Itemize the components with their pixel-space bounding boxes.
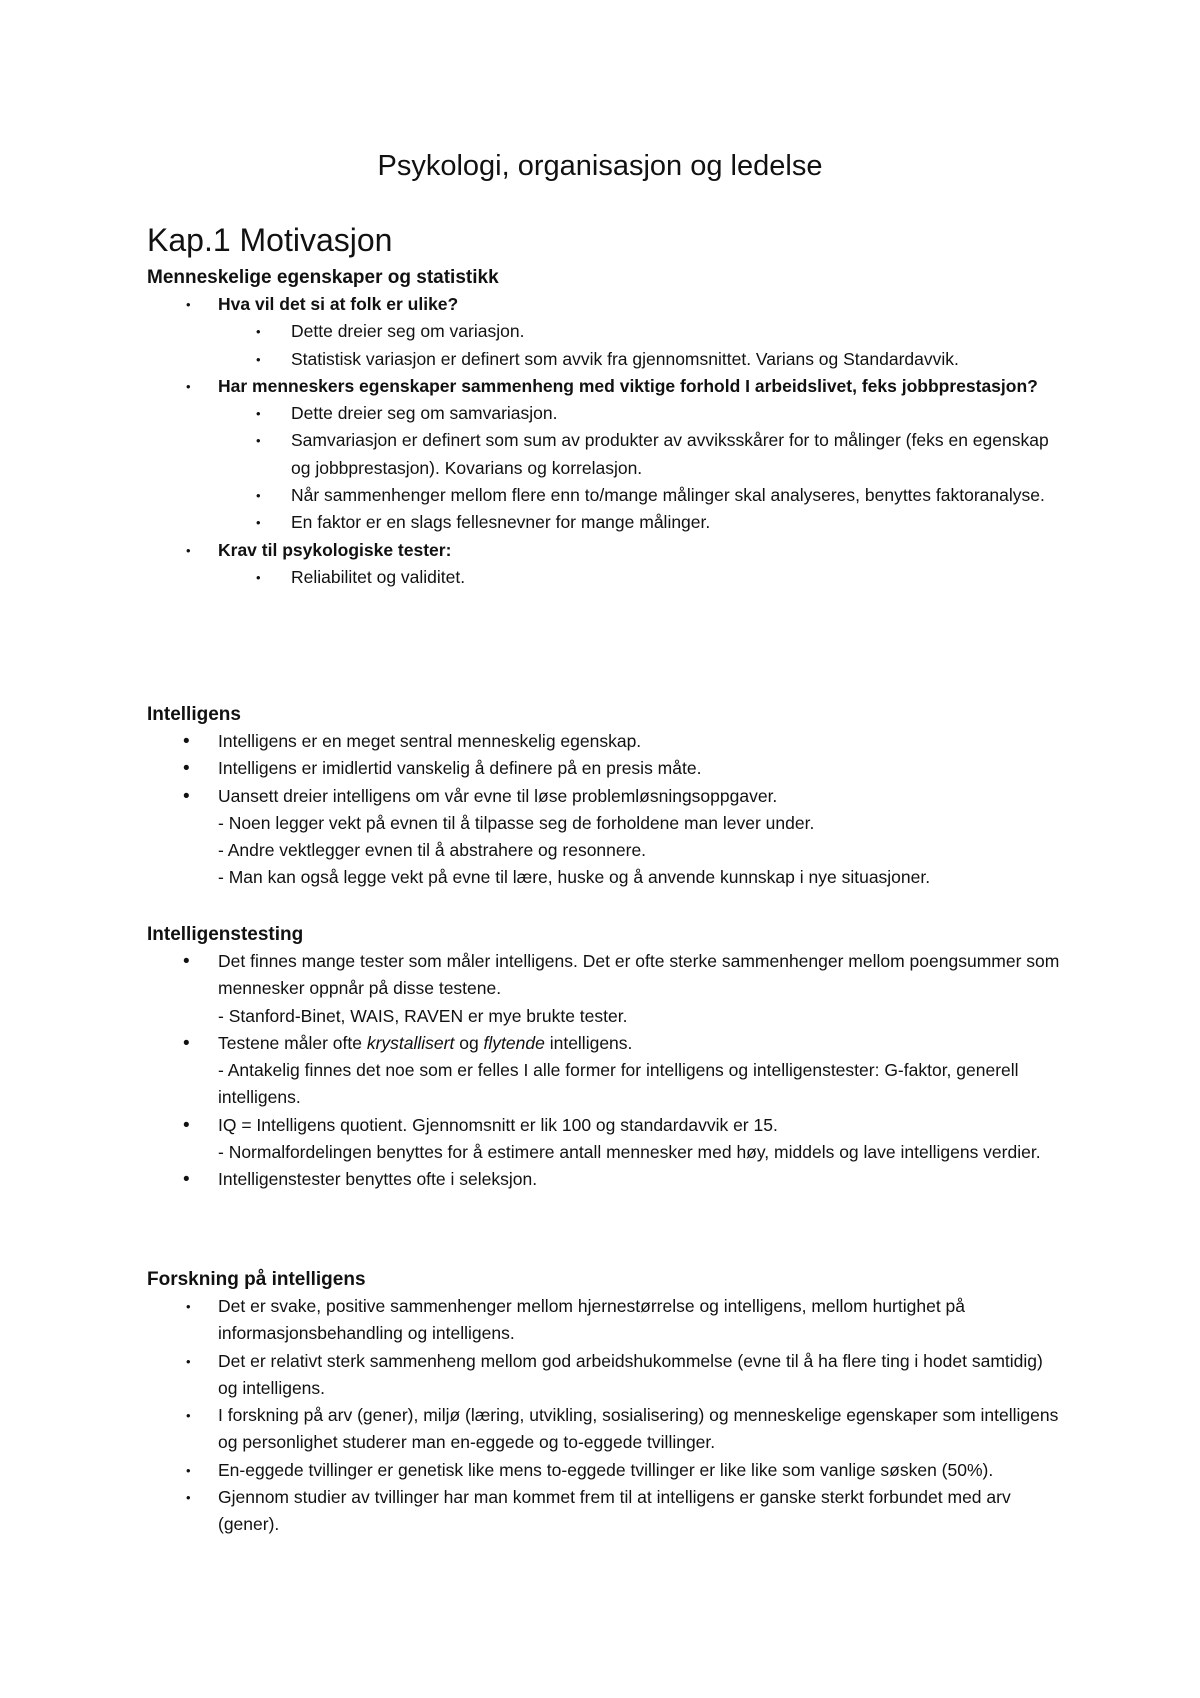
list-item: • IQ = Intelligens quotient. Gjennomsnitt er lik 100 og standardavvik er 15. - Normalfordelingen benyttes for å estimere antall mennesker med høy, middels og lave intelligens verdier. bbox=[147, 1112, 1067, 1167]
bullet-icon: • bbox=[186, 1408, 191, 1424]
section-heading: Intelligenstesting bbox=[147, 924, 304, 945]
bullet-list bbox=[147, 1293, 1067, 1539]
section-intelligence bbox=[147, 701, 1067, 892]
bullet-icon: • bbox=[256, 324, 261, 340]
section-heading: Forskning på intelligens bbox=[147, 1269, 366, 1290]
sub-bullet-list bbox=[147, 564, 1067, 591]
bullet-list bbox=[147, 537, 1067, 564]
section-heading: Intelligens bbox=[147, 704, 241, 725]
list-item: • Uansett dreier intelligens om vår evne til løse problemløsningsoppgaver. - Noen legger vekt på evnen til å tilpasse seg de forholdene man lever under. - Andre vektlegger evnen til å abstrahere og resonnere. - Man kan også legge vekt på evne til lære, huske og å anvende kunnskap i nye situasjoner. bbox=[147, 783, 1067, 892]
bullet-list bbox=[147, 948, 1067, 1194]
sub-bullet-list bbox=[147, 400, 1067, 536]
bullet-list bbox=[147, 728, 1067, 892]
bullet-icon: • bbox=[256, 406, 261, 422]
list-item: • Gjennom studier av tvillinger har man kommet frem til at intelligens er ganske sterkt forbundet med arv (gener). bbox=[147, 1484, 1067, 1539]
list-item: • Intelligens er en meget sentral menneskelig egenskap. bbox=[147, 728, 1067, 755]
bullet-list bbox=[147, 373, 1067, 400]
bullet-icon: • bbox=[186, 1490, 191, 1506]
chapter-heading: Kap.1 Motivasjon bbox=[147, 222, 393, 258]
list-item: • Testene måler ofte krystallisert og flytende intelligens. - Antakelig finnes det noe som er felles I alle former for intelligens og intelligenstester: G-faktor, generell intelligens. bbox=[147, 1030, 1067, 1112]
list-item: • Hva vil det si at folk er ulike? bbox=[147, 291, 1067, 318]
bullet-icon: • bbox=[183, 1114, 190, 1136]
bullet-icon: • bbox=[186, 1462, 191, 1478]
list-item: • Reliabilitet og validitet. bbox=[147, 564, 1067, 591]
bullet-icon: • bbox=[186, 542, 191, 558]
bullet-icon: • bbox=[183, 731, 190, 752]
bullet-icon: • bbox=[256, 351, 261, 367]
document-title: Psykologi, organisasjon og ledelse bbox=[377, 150, 823, 182]
bullet-icon: • bbox=[186, 378, 191, 394]
list-item: • Krav til psykologiske tester: bbox=[147, 537, 1067, 564]
list-item: • I forskning på arv (gener), miljø (læring, utvikling, sosialisering) og menneskelige egenskaper som intelligens og personlighet studerer man en-eggede og to-eggede tvillinger. bbox=[147, 1402, 1067, 1457]
list-item: • Det er relativt sterk sammenheng mellom god arbeidshukommelse (evne til å ha flere ting i hodet samtidig) og intelligens. bbox=[147, 1348, 1067, 1403]
bullet-icon: • bbox=[183, 1169, 190, 1191]
list-item: • Det finnes mange tester som måler intelligens. Det er ofte sterke sammenhenger mellom poengsummer som mennesker oppnår på disse testene. - Stanford-Binet, WAIS, RAVEN er mye brukte tester. bbox=[147, 948, 1067, 1030]
sub-bullet-list bbox=[147, 318, 1067, 373]
bullet-icon: • bbox=[183, 951, 190, 972]
section-heading: Menneskelige egenskaper og statistikk bbox=[147, 267, 499, 288]
bullet-icon: • bbox=[256, 488, 261, 504]
list-item: • Dette dreier seg om variasjon. bbox=[147, 318, 1067, 345]
list-item: • Det er svake, positive sammenhenger mellom hjernestørrelse og intelligens, mellom hurtighet på informasjonsbehandling og intelligens. bbox=[147, 1293, 1067, 1348]
bullet-list bbox=[147, 291, 1067, 318]
list-item: • Dette dreier seg om samvariasjon. bbox=[147, 400, 1067, 427]
bullet-icon: • bbox=[186, 1299, 191, 1314]
bullet-icon: • bbox=[183, 758, 190, 780]
list-item: • En-eggede tvillinger er genetisk like mens to-eggede tvillinger er like like som vanlige søsken (50%). bbox=[147, 1457, 1067, 1484]
list-item: • Samvariasjon er definert som sum av produkter av avviksskårer for to målinger (feks en egenskap og jobbprestasjon). Kovarians og korrelasjon. bbox=[147, 427, 1067, 482]
list-item: • Har menneskers egenskaper sammenheng med viktige forhold I arbeidslivet, feks jobbprestasjon? bbox=[147, 373, 1067, 400]
section-intelligence-testing bbox=[147, 921, 1067, 1194]
list-item: • Statistisk variasjon er definert som avvik fra gjennomsnittet. Varians og Standardavvik. bbox=[147, 346, 1067, 373]
bullet-icon: • bbox=[186, 1353, 191, 1369]
bullet-icon: • bbox=[186, 297, 191, 312]
bullet-icon: • bbox=[256, 569, 261, 585]
bullet-icon: • bbox=[256, 433, 261, 449]
list-item: • En faktor er en slags fellesnevner for mange målinger. bbox=[147, 509, 1067, 536]
section-intelligence-research bbox=[147, 1266, 1067, 1539]
bullet-icon: • bbox=[183, 785, 190, 807]
section-statistics bbox=[147, 264, 1067, 591]
list-item: • Når sammenhenger mellom flere enn to/mange målinger skal analyseres, benyttes faktoranalyse. bbox=[147, 482, 1067, 509]
bullet-icon: • bbox=[256, 515, 261, 531]
bullet-icon: • bbox=[183, 1032, 190, 1054]
list-item: • Intelligens er imidlertid vanskelig å definere på en presis måte. bbox=[147, 755, 1067, 782]
list-item: • Intelligenstester benyttes ofte i seleksjon. bbox=[147, 1166, 1067, 1193]
